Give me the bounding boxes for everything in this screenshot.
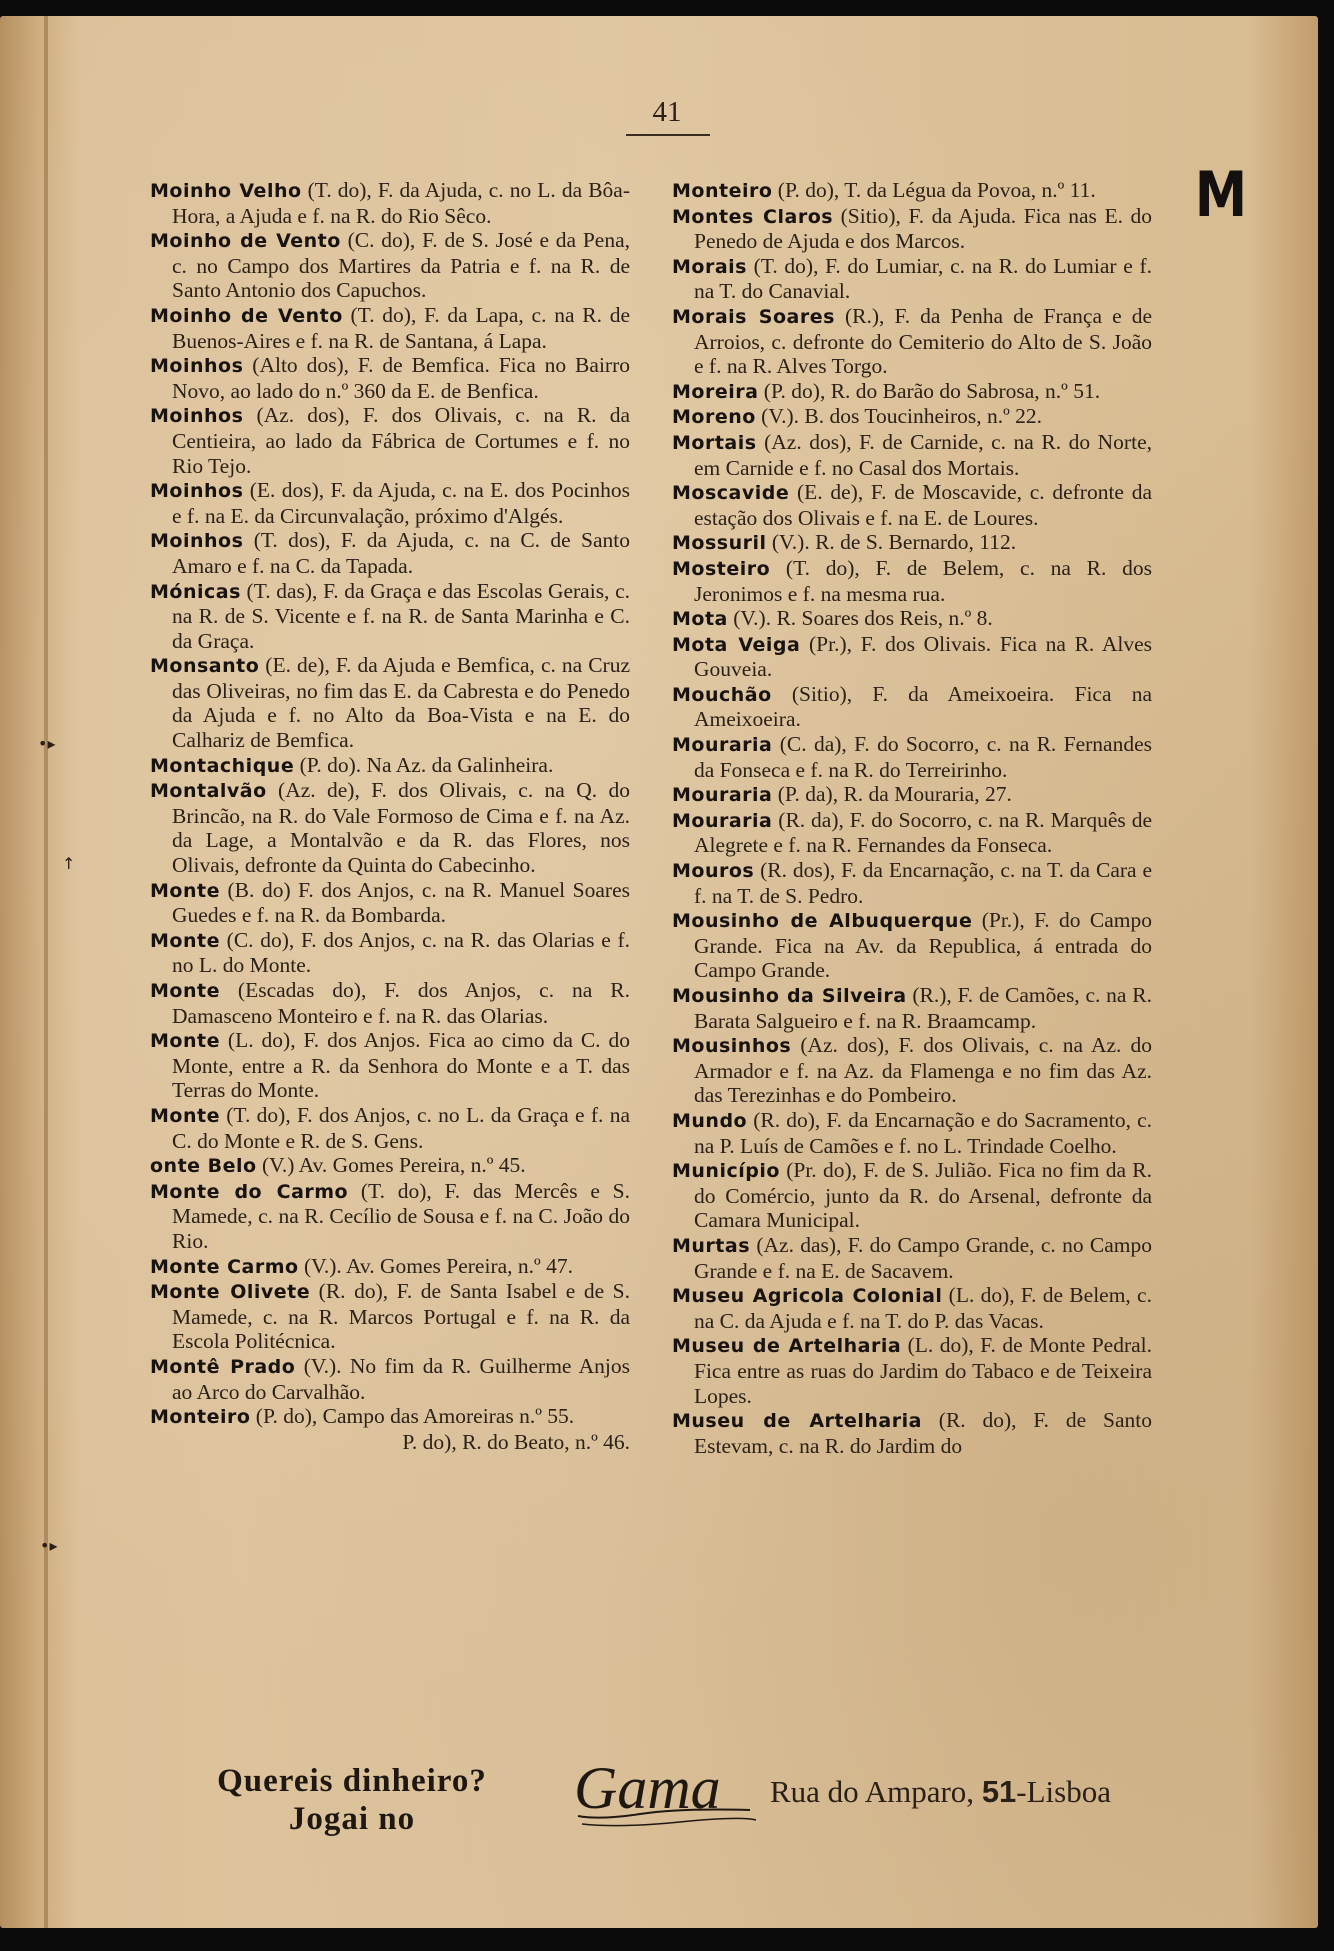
entry-text: (P. do). Na Az. da Galinheira. [294,752,554,777]
entry-heading: Mousinho de Albuquerque [672,910,973,933]
entry-text: (Sitio), F. da Ameixoeira. Fica na Ameixoeira. [694,681,1152,732]
margin-arrow-mark: ↑ [62,854,76,873]
entry-text: (R.), F. da Penha de França e de Arroios, c. defronte do Cemiterio do Alto de S. João e f. na R. Alves Torgo. [694,303,1152,379]
entry-text: (C. do), F. de S. José e da Pena, c. no Campo dos Martires da Patria e f. na R. de Santo Antonio dos Capuchos. [172,228,630,303]
directory-entry [150,978,630,1028]
directory-entry [672,530,1152,556]
directory-entry [150,1254,630,1280]
entry-heading: Montalvão [150,780,267,803]
left-column [150,178,630,1454]
directory-entry [150,753,630,779]
directory-entry [672,782,1152,808]
entry-text: (R. do), F. de Santa Isabel e de S. Mamede, c. na R. Marcos Portugal e f. na R. da Escola Politécnica. [172,1279,630,1354]
entry-heading: Mouraria [672,734,773,757]
entry-heading: Montes Claros [672,205,834,228]
entry-heading: Morais Soares [672,305,835,328]
entry-heading: Mouraria [672,784,773,807]
entry-heading: Monte Carmo [150,1255,299,1278]
directory-entry [672,732,1152,782]
entry-text: (T. do), F. do Lumiar, c. na R. do Lumiar e f. na T. do Canavial. [694,253,1152,304]
entry-text: (Az. dos), F. dos Olivais, c. na Az. do Armador e f. na Az. da Flamenga e no fim das Az. das Terezinhas e do Pombeiro. [694,1033,1152,1108]
entry-text: (E. de), F. de Moscavide, c. defronte da estação dos Olivais e f. na E. de Loures. [694,480,1152,530]
directory-entry [672,430,1152,480]
directory-entry [672,1283,1152,1333]
entry-heading: Montê Prado [150,1355,296,1378]
entry-heading: Moinhos [150,405,244,428]
entry-text: (L. do), F. de Belem, c. na C. da Ajuda e f. na T. do P. das Vacas. [694,1283,1152,1333]
entry-heading: Morais [672,255,747,278]
directory-entry [672,178,1152,204]
page-binding-shadow [44,16,48,1928]
entry-heading: Monteiro [150,1406,251,1429]
directory-entry [150,653,630,752]
directory-entry [672,682,1152,732]
entry-text: (E. de), F. da Ajuda e Bemfica, c. na Cruz das Oliveiras, no fim das E. da Cabresta e do Penedo da Ajuda e f. no Alto da Boa-Vista e na E. do Calhariz de Bemfica. [172,653,630,753]
entry-heading: Mouros [672,860,755,883]
entry-text: (R. do), F. de Santo Estevam, c. na R. do Jardim do [694,1408,1152,1458]
directory-entry [672,254,1152,304]
directory-entry [150,928,630,978]
entry-heading: Monte [150,980,220,1002]
entry-text: (Az. de), F. dos Olivais, c. na Q. do Brincão, na R. do Vale Formoso de Cima e f. na Az. da Lage, a Montalvão e da R. das Flores, nos Olivais, defronte da Quinta do Cabecinho. [172,778,630,878]
entry-text: (T. do), F. das Mercês e S. Mamede, c. na R. Cecílio de Sousa e f. na C. João do Rio. [172,1178,630,1253]
entry-text: (Escadas do), F. dos Anjos, c. na R. Damasceno Monteiro e f. na R. das Olarias. [172,978,630,1028]
entry-heading: Moreno [672,406,756,429]
directory-entry [672,379,1152,405]
address-prefix: Rua do Amparo, [770,1774,982,1809]
margin-arrow-mark: •▸ [38,734,56,753]
entry-text: (R.), F. de Camões, c. na R. Barata Salgueiro e f. na R. Braamcamp. [694,983,1152,1033]
entry-text: (T. das), F. da Graça e das Escolas Gerais, c. na R. de S. Vicente e f. na R. de Santa Marinha e C. da Graça. [172,578,630,653]
entry-heading: Mundo [672,1109,748,1132]
directory-entry [150,228,630,303]
entry-text: (V.) Av. Gomes Pereira, n.º 45. [256,1153,526,1178]
entry-text: (C. da), F. do Socorro, c. na R. Fernandes da Fonseca e f. na R. do Terreirinho. [694,732,1152,782]
page-number: 41 [652,96,682,128]
entry-text: (L. do), F. de Monte Pedral. Fica entre as ruas do Jardim do Tabaco e de Teixeira Lopes. [694,1333,1153,1408]
gama-logo [560,1750,760,1836]
entry-heading: Mortais [672,431,757,454]
entry-text: (L. do), F. dos Anjos. Fica ao cimo da C. do Monte, entre a R. da Senhora do Monte e a T. das Terras do Monte. [172,1028,630,1103]
directory-entry [672,908,1152,983]
entry-text: (P. do), Campo das Amoreiras n.º 55. [250,1404,575,1429]
margin-arrow-mark: •▸ [40,1536,58,1555]
entry-text: (Pr.), F. dos Olivais. Fica na R. Alves Gouveia. [694,631,1152,682]
entry-heading: Museu Agricola Colonial [672,1285,943,1308]
page-number-rule [626,134,710,136]
entry-heading: Montachique [150,754,295,777]
entry-heading: Monte [150,1030,220,1053]
entry-heading: Mota Veiga [672,633,801,656]
entry-text: P. do), R. do Beato, n.º 46. [402,1429,630,1454]
brand-address [770,1774,1111,1810]
entry-text: (Az. das), F. do Campo Grande, c. no Campo Grande e f. na E. de Sacavem. [694,1232,1152,1283]
entry-text: (T. dos), F. da Ajuda, c. na C. de Santo Amaro e f. na C. da Tapada. [172,528,630,578]
entry-heading: Museu de Artelharia [672,1410,922,1433]
entry-text: (V.). R. de S. Bernardo, 112. [766,530,1017,555]
slogan-line-2: Jogai no [288,1801,416,1837]
entry-text: (V.). B. dos Toucinheiros, n.º 22. [755,404,1043,429]
entry-text: (R. da), F. do Socorro, c. na R. Marquês de Alegrete e f. na R. Fernandes da Fonseca. [694,807,1152,858]
directory-entry [150,1179,630,1254]
directory-entry [672,1158,1152,1233]
directory-entry [150,478,630,528]
directory-entry [150,878,630,928]
directory-entry [672,808,1152,858]
entry-text: (B. do) F. dos Anjos, c. na R. Manuel Soares Guedes e f. na R. da Bombarda. [172,877,630,928]
entry-heading: Moinhos [150,480,244,503]
entry-heading: Moinho Velho [150,180,302,202]
entry-heading: Moscavide [672,482,790,505]
entry-text: (E. dos), F. da Ajuda, c. na E. dos Pocinhos e f. na E. da Circunvalação, próximo d'Algés. [172,478,630,528]
entry-heading: Moinhos [150,355,244,378]
entry-heading: Monsanto [150,655,260,678]
gama-logo-text: Gama [574,1755,721,1821]
entry-heading: Monteiro [672,180,773,202]
entry-text: (T. do), F. da Ajuda, c. no L. da Bôa-Hora, a Ajuda e f. na R. do Rio Sêco. [172,178,630,228]
slogan-line-1: Quereis dinheiro? [217,1763,487,1799]
entry-text: (T. do), F. dos Anjos, c. no L. da Graça e f. na C. do Monte e R. de S. Gens. [172,1102,630,1153]
directory-entry [672,858,1152,908]
entry-text: (Alto dos), F. de Bemfica. Fica no Bairro Novo, ao lado do n.º 360 da E. de Benfica. [172,353,630,403]
directory-entry [150,1404,630,1430]
entry-text: (P. da), R. da Mouraria, 27. [772,782,1012,807]
entry-heading: Mousinho da Silveira [672,985,907,1007]
section-letter: M [1194,158,1248,231]
entry-heading: Mosteiro [672,557,771,580]
entry-text: (R. do), F. da Encarnação e do Sacramento, c. na P. Luís de Camões e f. no L. Trindade Coelho. [694,1107,1152,1158]
entry-heading: Mónicas [150,580,241,603]
directory-entry [150,1028,630,1103]
right-column [672,178,1152,1458]
directory-entry [672,1408,1152,1458]
entry-heading: Município [672,1160,780,1183]
entry-heading: Mouchão [672,683,772,706]
entry-text: (P. do), R. do Barão do Sabrosa, n.º 51. [758,378,1101,403]
book-page [0,16,1318,1928]
directory-entry [150,403,630,478]
entry-text: (V.). R. Soares dos Reis, n.º 8. [727,606,993,631]
directory-entry [672,480,1152,530]
directory-entry [150,1430,630,1455]
entry-text: (R. dos), F. da Encarnação, c. na T. da Cara e f. na T. de S. Pedro. [694,858,1152,908]
entry-heading: Moinhos [150,530,244,553]
directory-entry [150,178,630,228]
entry-text: (V.). Av. Gomes Pereira, n.º 47. [298,1253,573,1278]
entry-heading: Mousinhos [672,1035,792,1058]
entry-text: (C. do), F. dos Anjos, c. na R. das Olarias e f. no L. do Monte. [172,927,630,978]
directory-entry [672,404,1152,430]
directory-entry [672,606,1152,632]
entry-text: (Az. dos), F. dos Olivais, c. na R. da Centieira, ao lado da Fábrica de Cortumes e f. no Rio Tejo. [172,403,630,478]
directory-entry [150,1153,630,1179]
directory-entry [672,556,1152,606]
entry-text: (Pr. do), F. de S. Julião. Fica no fim da R. do Comércio, junto da R. do Arsenal, defronte da Camara Municipal. [694,1158,1152,1233]
entry-text: (T. do), F. de Belem, c. na R. dos Jeronimos e f. na mesma rua. [694,555,1152,606]
address-suffix: -Lisboa [1016,1774,1111,1809]
entry-text: (Az. dos), F. de Carnide, c. na R. do Norte, em Carnide e f. no Casal dos Mortais. [694,429,1152,480]
directory-entry [672,1033,1152,1108]
entry-text: (P. do), T. da Légua da Povoa, n.º 11. [772,178,1096,202]
entry-heading: Museu de Artelharia [672,1335,902,1358]
entry-heading: Monte Olivete [150,1281,311,1304]
entry-heading: onte Belo [150,1155,257,1178]
entry-heading: Mossuril [672,532,767,555]
entry-heading: Monte [150,1104,220,1127]
directory-entry [672,304,1152,379]
directory-entry [150,778,630,877]
directory-entry [672,204,1152,254]
entry-heading: Monte do Carmo [150,1180,349,1203]
directory-entry [150,353,630,403]
entry-heading: Moinho de Vento [150,304,343,327]
directory-entry [150,528,630,578]
entry-text: (V.). No fim da R. Guilherme Anjos ao Arco do Carvalhão. [172,1353,631,1404]
directory-entry [150,1354,630,1404]
entry-text: (Pr.), F. do Campo Grande. Fica na Av. da Republica, á entrada do Campo Grande. [694,908,1152,983]
entry-text: (Sitio), F. da Ajuda. Fica nas E. do Penedo de Ajuda e dos Marcos. [694,203,1153,254]
entry-heading: Murtas [672,1234,751,1257]
directory-entry [150,303,630,353]
entry-heading: Mouraria [672,809,773,832]
entry-heading: Monte [150,879,220,902]
entry-heading: Moinho de Vento [150,230,341,253]
entry-heading: Monte [150,929,220,952]
directory-entry [672,632,1152,682]
directory-entry [672,983,1152,1033]
footer-slogan [162,1762,542,1838]
directory-entry [150,1279,630,1354]
directory-entry [672,1233,1152,1283]
entry-text: (T. do), F. da Lapa, c. na R. de Buenos-Aires e f. na R. de Santana, á Lapa. [172,302,630,353]
entry-heading: Moreira [672,380,759,403]
entry-heading: Mota [672,608,728,631]
directory-entry [672,1333,1152,1408]
directory-entry [150,1103,630,1153]
directory-entry [672,1108,1152,1158]
address-number: 51 [981,1774,1017,1809]
directory-entry [150,579,630,654]
